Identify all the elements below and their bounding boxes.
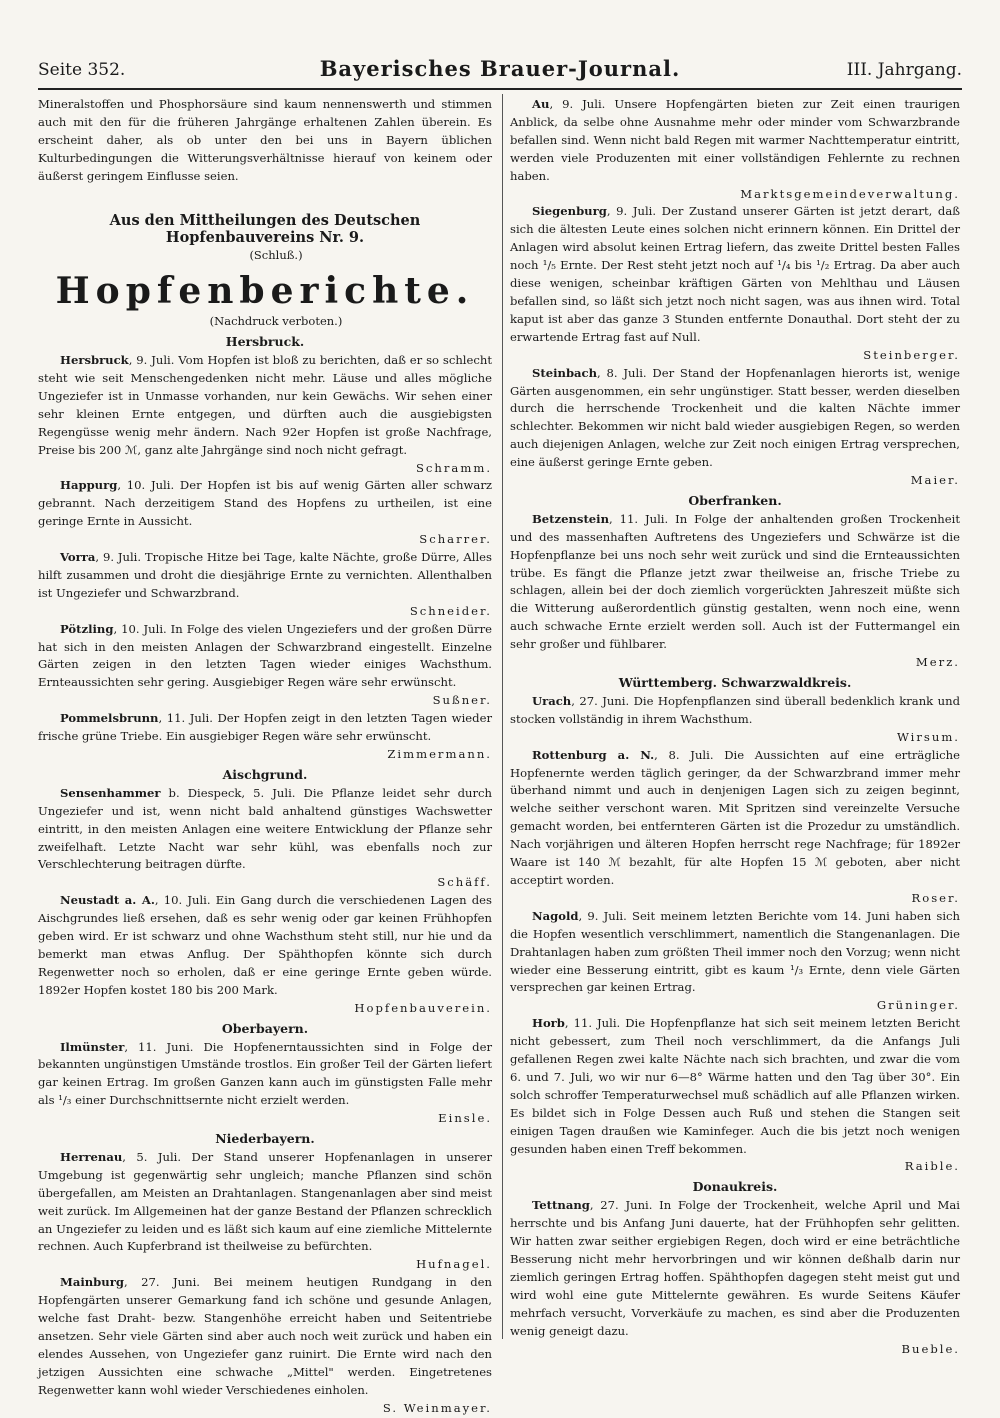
report-text: , 10. Juli. Ein Gang durch die verschiedenen Lagen des Aischgrundes ließ ersehen, daß es sehr wenig oder gar keinen Frühhopfen geben wird. Er ist schwarz und ohne Wachsthum steht still, nur hie und da bemerkt man etwas Anflug. Der Spähthopfen könnte sich durch Regenwetter noch so erholen, daß er eine geringe Ernte geben würde. 1892er Hopfen kostet 180 bis 200 Mark. bbox=[38, 893, 492, 997]
report-text: , 27. Juni. Bei meinem heutigen Rundgang in den Hopfengärten unserer Gemarkung fand ich schöne und gesunde Anlagen, welche fast Draht- bezw. Stangenhöhe erreicht haben und Seitentriebe ansetzen. Sehr viele Gärten sind aber auch noch weit zurück und haben ein elendes Aussehen, von Ungeziefer ganz ruinirt. Die Ernte wird nach den jetzigen Aussichten eine schwache „Mittel" werden. Eingetretenes Regenwetter kann wohl wieder Verschiedenes einholen. bbox=[38, 1275, 492, 1397]
report-text: , 8. Juli. Die Aussichten auf eine erträgliche Hopfenernte werden täglich geringer, da der Schwarzbrand immer mehr überhand nimmt und auch in denjenigen Lagen sich zu zeigen beginnt, welche seither verschont waren. Mit Spritzen sind vereinzelte Versuche gemacht worden, bei entfernteren Gärten ist die Prozedur zu umständlich. Nach vorjährigen und älteren Hopfen herrscht rege Nachfrage; für 1892er Waare ist 140 ℳ bezahlt, für alte Hopfen 15 ℳ geboten, aber nicht acceptirt worden. bbox=[510, 747, 960, 887]
report bbox=[510, 511, 960, 672]
report-place: Happurg bbox=[60, 478, 118, 493]
report bbox=[510, 693, 960, 747]
report-text: , 27. Juni. In Folge der Trockenheit, welche April und Mai herrschte und bis Anfang Juni dauerte, hat der Frühhopfen sehr gelitten. Wir hatten zwar seither ergiebigen Regen, doch wird er eine beträchtliche Besserung nicht mehr hervorbringen und wir können deßhalb darin nur ziemlich geringen Ertrag hoffen. Spähthopfen dagegen steht meist gut und wird wohl eine gute Mittelernte gewähren. Es wurde Seitens Käufer mehrfach versucht, Vorverkäufe zu machen, es sind aber die Produzenten wenig geneigt dazu. bbox=[510, 1198, 960, 1338]
column-divider bbox=[502, 94, 503, 1339]
report-signature: Raible. bbox=[904, 1159, 960, 1174]
report-place: Mainburg bbox=[60, 1275, 124, 1290]
report-text: b. Diespeck, 5. Juli. Die Pflanze leidet sehr durch Ungeziefer und ist, wenn nicht bald anhaltend günstiges Wachswetter eintritt, in den meisten Anlagen eine weitere Entwicklung der Pflanze sehr zweifelhaft. Letzte Nacht war sehr kühl, was ebenfalls noch zur Verschlechterung beitragen dürfte. bbox=[38, 785, 492, 872]
volume-label: III. Jahrgang. bbox=[846, 60, 962, 80]
report bbox=[38, 1274, 492, 1417]
report-text: , 11. Juni. Die Hopfenerntaussichten sind in Folge der bekannten ungünstigen Umstände trostlos. Ein großer Teil der Gärten liefert gar keinen Ertrag. Im großen Ganzen kann auch im günstigsten Falle mehr als ¹/₃ einer Durchschnittsernte nicht erzielt werden. bbox=[38, 1039, 492, 1108]
report-place: Betzenstein bbox=[532, 511, 610, 526]
intro-paragraph: Mineralstoffen und Phosphorsäure sind kaum nennenswerth und stimmen auch mit den für die früheren Jahrgänge erhaltenen Zahlen überein. Es erscheint daher, als ob unter den bei uns in Bayern üblichen Kulturbedingungen die Witterungsverhältnisse hierauf von keinem oder äußerst geringem Einflusse seien. bbox=[38, 97, 492, 183]
report-signature: Merz. bbox=[915, 655, 960, 670]
report-signature: Hufnagel. bbox=[416, 1257, 492, 1272]
report bbox=[38, 892, 492, 1017]
report-place: Au bbox=[532, 97, 550, 111]
report-signature: Marktsgemeindeverwaltung. bbox=[740, 186, 960, 201]
report-text: , 27. Juni. Die Hopfenpflanzen sind überall bedenklich krank und stocken vollständig in ihrem Wachsthum. bbox=[510, 693, 960, 726]
report bbox=[38, 785, 492, 892]
section-heading: Donaukreis. bbox=[692, 1179, 778, 1195]
section-heading: Württemberg. Schwarzwaldkreis. bbox=[618, 675, 852, 690]
report-text: , 11. Juli. Der Hopfen zeigt in den letzten Tagen wieder frische grüne Triebe. Ein ausgiebiger Regen wäre sehr erwünscht. bbox=[38, 711, 492, 744]
report-text: , 9. Juli. Seit meinem letzten Berichte vom 14. Juni haben sich die Hopfen wesentlich verschlimmert, namentlich die Stangenanlagen. Die Drahtanlagen haben zum größten Theil immer noch den Vorzug; wenn nicht wieder eine Besserung eintritt, gibt es kaum ¹/₃ Ernte, denn viele Gärten versprechen gar keinen Ertrag. bbox=[510, 908, 960, 995]
report-signature: Einsle. bbox=[438, 1111, 492, 1126]
report bbox=[510, 1015, 960, 1176]
report bbox=[510, 96, 960, 203]
page-header bbox=[38, 56, 962, 90]
section-heading: Oberbayern. bbox=[221, 1020, 309, 1036]
report-place: Hersbruck bbox=[60, 353, 129, 368]
report-signature: Zimmermann. bbox=[387, 747, 492, 761]
article-title: Aus den Mittheilungen des Deutschen Hopfenbauvereins Nr. 9. bbox=[109, 211, 421, 247]
report-place: Sensenhammer bbox=[60, 785, 161, 800]
report bbox=[38, 621, 492, 711]
report bbox=[510, 203, 960, 364]
report-place: Pommelsbrunn bbox=[60, 711, 159, 726]
report-signature: Sußner. bbox=[432, 693, 492, 708]
left-column bbox=[38, 96, 492, 1418]
report bbox=[510, 747, 960, 908]
report-signature: Scharrer. bbox=[419, 532, 492, 547]
report bbox=[38, 710, 492, 764]
section-heading: Hersbruck. bbox=[225, 334, 305, 350]
report bbox=[38, 1039, 492, 1129]
report-place: Steinbach bbox=[532, 365, 598, 380]
report-text: , 10. Juli. Der Hopfen ist bis auf wenig Gärten aller schwarz gebrannt. Nach derzeitigem Stand des Hopfens zu urtheilen, ist eine geringe Ernte in Aussicht. bbox=[38, 478, 492, 529]
journal-title: Bayerisches Brauer-Journal. bbox=[319, 56, 681, 81]
report-place: Urach bbox=[532, 693, 572, 708]
report bbox=[38, 1149, 492, 1274]
report-text: , 11. Juli. Die Hopfenpflanze hat sich seit meinem letzten Bericht nicht gebessert, zum Theil noch verschlimmert, da die Anfangs Juli gefallenen Regen zwei kalte Nächte nach sich brachten, und zwar die vom 6. und 7. Juli, wo wir nur 6—8° Wärme hatten und den Tag über 30°. Ein solch schroffer Temperaturwechsel muß schädlich auf alle Pflanzen wirken. Es bildet sich in Folge Dessen auch Ruß und stehen die Stangen seit einigen Tagen draußen wie Kaminfeger. Auch die bis jetzt noch wenigen gesunden haben einen Treff bekommen. bbox=[510, 1016, 960, 1156]
report-place: Neustadt a. A. bbox=[60, 893, 155, 908]
report-signature: Schneider. bbox=[409, 603, 492, 618]
page-number: Seite 352. bbox=[38, 60, 126, 80]
report-text: , 8. Juli. Der Stand der Hopfenanlagen hierorts ist, wenige Gärten ausgenommen, ein sehr ungünstiger. Statt besser, werden dieselben durch die herrschende Trockenheit und die kalten Nächte immer schlechter. Bekommen wir nicht bald wieder ausgiebigen Regen, so werden auch diejenigen Anlagen, welche zur Zeit noch einigen Ertrag versprechen, eine äußerst geringe Ernte geben. bbox=[510, 365, 960, 470]
report-signature: Hopfenbauverein. bbox=[354, 1000, 492, 1015]
report-signature: Grüninger. bbox=[876, 998, 960, 1013]
right-column bbox=[510, 96, 960, 1358]
report bbox=[38, 549, 492, 621]
report-signature: Wirsum. bbox=[896, 729, 960, 744]
schluss-note: (Schluß.) bbox=[249, 248, 303, 263]
main-title: Hopfenberichte. bbox=[55, 270, 475, 313]
report-place: Pötzling bbox=[60, 621, 114, 636]
report-place: Nagold bbox=[532, 908, 579, 923]
report-place: Horb bbox=[532, 1016, 565, 1031]
section-heading: Oberfranken. bbox=[688, 492, 782, 508]
report-place: Tettnang bbox=[532, 1198, 590, 1213]
report-text: , 11. Juli. In Folge der anhaltenden großen Trockenheit und des massenhaften Auftretens des Ungeziefers und Schwärze ist die Hopfenpflanze bei uns noch sehr weit zurück und sind die Ernteaussichten trübe. Es fängt die Pflanze jetzt zwar theilweise an, frische Triebe zu schlagen, allein bei der doch ziemlich vorgerückten Jahreszeit müßte sich die Witterung außerordentlich günstig gestalten, wenn noch eine, wenn auch schwache Ernte erzielt werden soll. Auch ist der Futtermangel ein sehr großer und fühlbarer. bbox=[510, 511, 960, 652]
report-place: Rottenburg a. N. bbox=[532, 747, 655, 762]
report-signature: S. Weinmayer. bbox=[382, 1400, 492, 1415]
report-text: , 9. Juli. Vom Hopfen ist bloß zu berichten, daß er so schlecht steht wie seit Menschengedenken nicht mehr. Läuse und alles mögliche Ungeziefer ist in Unmasse vorhanden, nur kein Gewächs. Wir sehen einer sehr kleinen Ernte entgegen, und dürften auch die ausgiebigsten Regengüsse wenig mehr ändern. Nach 92er Hopfen ist große Nachfrage, Preise bis 200 ℳ, ganz alte Jahrgänge sind noch nicht gefragt. bbox=[38, 353, 492, 457]
report-text: , 9. Juli. Tropische Hitze bei Tage, kalte Nächte, große Dürre, Alles hilft zusammen und droht die diesjährige Ernte zu vernichten. Allenthalben ist Ungeziefer und Schwarzbrand. bbox=[38, 550, 492, 600]
report-signature: Schäff. bbox=[437, 875, 492, 890]
report-place: Vorra bbox=[60, 550, 96, 565]
report bbox=[510, 1197, 960, 1358]
report-place: Ilmünster bbox=[60, 1039, 125, 1054]
report-signature: Schramm. bbox=[415, 460, 492, 475]
report bbox=[510, 908, 960, 1015]
report-text: , 10. Juli. In Folge des vielen Ungeziefers und der großen Dürre hat sich in den meisten Anlagen der Schwarzbrand eingestellt. Einzelne Gärten zeigen in den letzten Tagen wieder einiges Wachsthum. Ernteaussichten sehr gering. Ausgiebiger Regen wäre sehr erwünscht. bbox=[38, 621, 492, 690]
reprint-note: (Nachdruck verboten.) bbox=[209, 314, 343, 329]
report-text: , 5. Juli. Der Stand unserer Hopfenanlagen in unserer Umgebung ist gegenwärtig sehr ungleich; manche Pflanzen sind schön übergefallen, am Meisten an Drahtanlagen. Stangenanlagen aber sind meist weit zurück. Im Allgemeinen hat der ganze Bestand der Pflanzen schrecklich an Ungeziefer zu leiden und es läßt sich kaum auf eine ziemliche Mittelernte rechnen. Auch Kupferbrand ist theilweise zu befürchten. bbox=[38, 1149, 492, 1254]
report-signature: Maier. bbox=[910, 473, 960, 488]
report bbox=[38, 352, 492, 477]
report-text: , 9. Juli. Der Zustand unserer Gärten ist jetzt derart, daß sich die ältesten Leute eines solchen nicht erinnern können. Ein Drittel der Anlagen wird absolut keinen Ertrag liefern, das zweite Drittel besten Falles noch ¹/₅ Ernte. Der Rest steht jetzt noch auf ¹/₄ bis ¹/₂ Ertrag. Da aber auch diese wenigen, scheinbar kräftigen Gärten von Mehlthau und Läusen befallen sind, so läßt sich jetzt noch nicht sagen, was aus ihnen wird. Total kaput ist aber das ganze 3 Stunden entfernte Donauthal. Dort steht der zu erwartende Ertrag fast auf Null. bbox=[510, 204, 960, 344]
report-signature: Bueble. bbox=[901, 1341, 960, 1356]
report-place: Siegenburg bbox=[532, 204, 607, 219]
header-rule bbox=[38, 88, 962, 90]
report bbox=[510, 365, 960, 490]
section-heading: Aischgrund. bbox=[222, 766, 308, 782]
report-place: Herrenau bbox=[60, 1149, 123, 1164]
report bbox=[38, 477, 492, 549]
report-signature: Roser. bbox=[911, 890, 960, 905]
report-signature: Steinberger. bbox=[863, 347, 960, 362]
section-heading: Niederbayern. bbox=[215, 1131, 315, 1147]
report-text: , 9. Juli. Unsere Hopfengärten bieten zur Zeit einen traurigen Anblick, da selbe ohne Ausnahme mehr oder minder vom Schwarzbrande befallen sind. Wenn nicht bald Regen mit warmer Nachttemperatur eintritt, werden viele Produzenten mit einer vollständigen Fehlernte zu rechnen haben. bbox=[510, 97, 960, 183]
